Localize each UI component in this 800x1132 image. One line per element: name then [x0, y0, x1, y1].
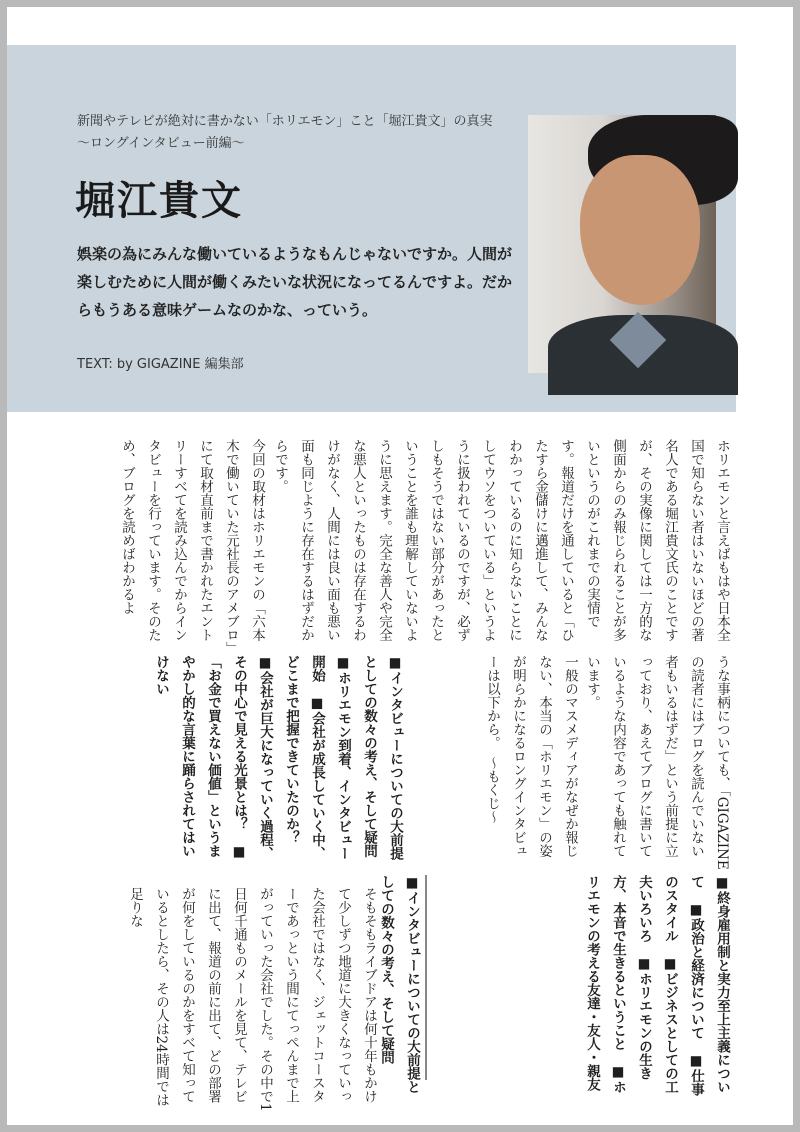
table-of-contents-part-1: ■インタビューについての大前提としての数々の考え、そして疑問 ■ホリエモン到着、インタビュー開始 ■会社が成長していく中、どこまで把握できていたのか？ ■会社が巨大になっていく過程、その中心で見える光景とは？ ■「お金で買えない価値」というまやかし的な言葉に踊らされてはいけない: [153, 655, 403, 871]
header-panel: [7, 45, 736, 412]
document-page: [7, 7, 793, 1125]
portrait-photo: [528, 115, 716, 373]
credit-line: TEXT: by GIGAZINE 編集部: [77, 357, 244, 372]
subtitle-line-2: 〜ロングインタビュー前編〜: [77, 136, 245, 151]
subtitle-line-1: 新聞やテレビが絶対に書かない「ホリエモン」こと「堀江貴文」の真実: [77, 114, 493, 129]
contents-intro: 一般のマスメディアがなぜか報じない、本当の「ホリエモン」の姿が明らかになるロングインタビューは以下から。 〜もくじ〜: [484, 655, 578, 858]
portrait-face: [580, 155, 700, 305]
article-subtitle: [77, 111, 517, 155]
lead-quote: 娯楽の為にみんな働いているようなもんじゃないですか。人間が楽しむために人間が働くみたいな状況になってるんですよ。だからもうある意味ゲームなのかな、っていう。: [77, 245, 513, 319]
body-text-column-3: うな事柄についても、「GIGAZINEの読者にはブログを読んでいない者もいるはずだ」という前提に立っており、あえてブログに書いているような内容であっても触れています。: [584, 655, 730, 870]
body-text-column-1: ホリエモンと言えばもはや日本全国で知らない者はいないほどの著名人である堀江貴文氏のことですが、その実像に関しては一方的な側面からのみ報じられることが多いというのがこれまでの実情です。報道だけを通していると「ひたすら金儲けに邁進して、みんなわかっているのに知らないことにしてウソをついている」というように扱われているのですが、必ずしもそうではない部分があったということを誰も理解していないように思えます。完全な善人や完全な悪人といったものは存在するわけがなく、人間には良い面も悪い面も同じように存在するはずだからです。: [272, 439, 730, 642]
body-text-column-4: そもそもライブドアは何十年もかけて少しずつ地道に大きくなっていった会社ではなく、ジェットコースターであっという間にてっぺんまで上がっていった会社でした。その中で1日何千通ものメールを見て、テレビに出て、報道の前に出て、どの部署が何をしているのかをすべて知っているとしたら、その人は24時間では足りな: [127, 887, 377, 1112]
section-heading: ■インタビューについての大前提としての数々の考え、そして疑問: [378, 875, 420, 1094]
body-text-column-2: 今回の取材はホリエモンの「六本木で働いていた元社長のアメブロ」にて取材直前まで書かれたエントリーすべてを読み込んでからインタビューを行っています。そのため、ブログを読めばわかるよ: [119, 439, 265, 649]
table-of-contents-part-2: ■終身雇用制と実力至上主義について ■政治と経済について ■仕事のスタイル ■ビジネスとしての工夫いろいろ ■ホリエモンの生き方、本音で生きるということ ■ホリエモンの考える友達・友人・親友: [584, 875, 730, 1096]
page-title: 堀江貴文: [75, 178, 243, 224]
section-divider: [425, 875, 427, 1080]
